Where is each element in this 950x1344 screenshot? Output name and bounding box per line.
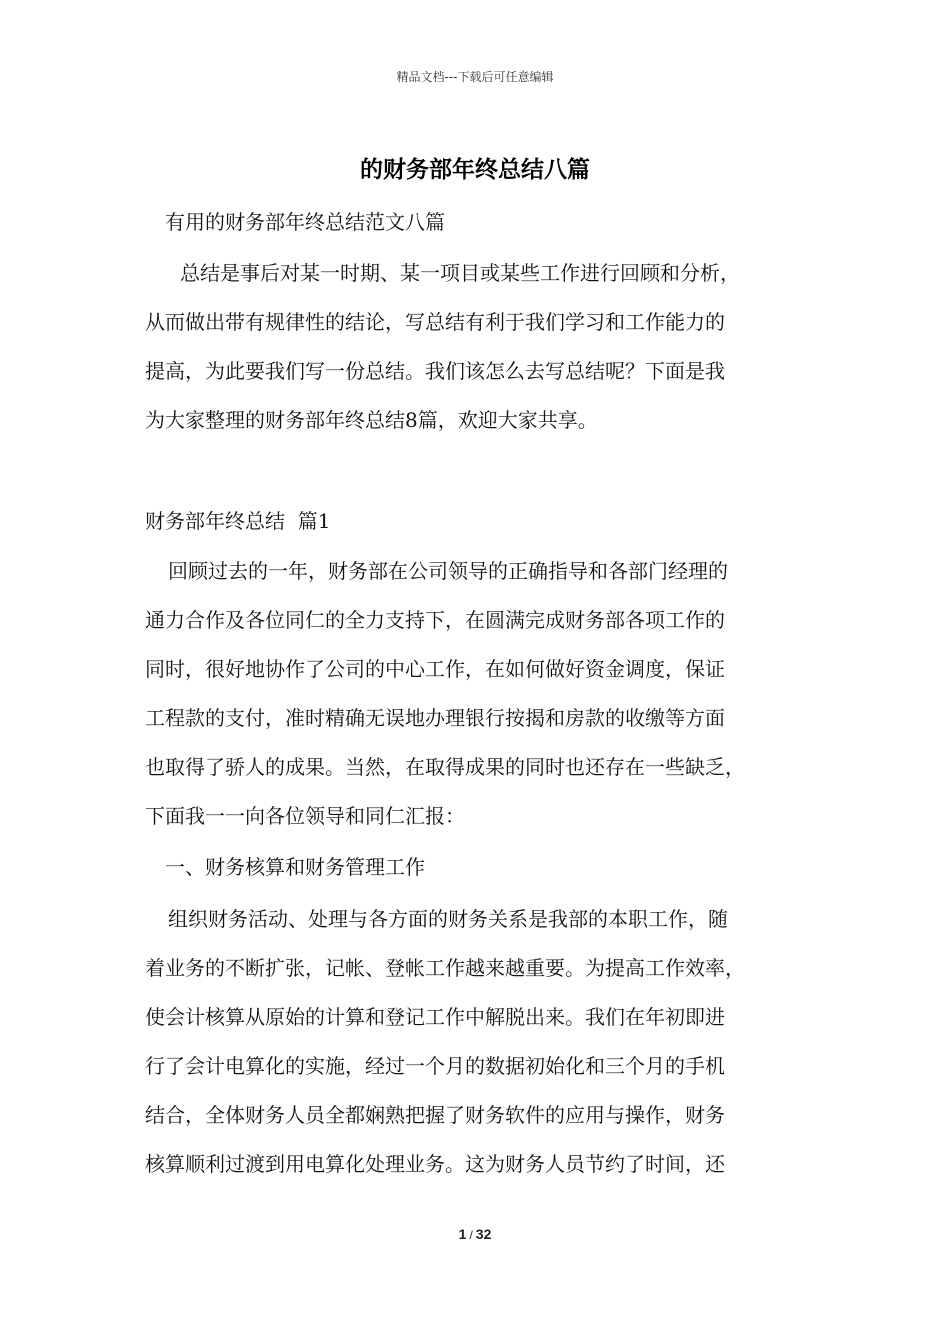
paragraph-line: 工程款的支付，准时精确无误地办理银行按揭和房款的收缴等方面 — [145, 706, 725, 730]
page-number — [0, 1226, 950, 1242]
page-header: 精品文档---下载后可任意编辑 — [396, 70, 554, 84]
document-title: 的财务部年终总结八篇 — [360, 156, 590, 183]
paragraph-line: 着业务的不断扩张，记帐、登帐工作越来越重要。为提高工作效率， — [145, 956, 745, 980]
paragraph-line: 从而做出带有规律性的结论，写总结有利于我们学习和工作能力的 — [145, 310, 725, 334]
current-page: 1 — [458, 1226, 467, 1242]
paragraph-line: 同时，很好地协作了公司的中心工作，在如何做好资金调度，保证 — [145, 657, 725, 681]
paragraph-line: 下面我一一向各位领导和同仁汇报： — [145, 804, 465, 828]
section-heading: 财务部年终总结 篇1 — [145, 509, 331, 533]
paragraph-line: 核算顺利过渡到用电算化处理业务。这为财务人员节约了时间，还 — [145, 1152, 725, 1176]
paragraph-line: 为大家整理的财务部年终总结8篇，欢迎大家共享。 — [145, 408, 598, 432]
paragraph-line: 组织财务活动、处理与各方面的财务关系是我部的本职工作，随 — [168, 907, 728, 931]
page-separator: / — [469, 1228, 473, 1242]
paragraph-line: 总结是事后对某一时期、某一项目或某些工作进行回顾和分析， — [180, 261, 740, 285]
total-pages: 32 — [475, 1226, 492, 1242]
paragraph-line: 通力合作及各位同仁的全力支持下，在圆满完成财务部各项工作的 — [145, 608, 725, 632]
paragraph-line: 使会计核算从原始的计算和登记工作中解脱出来。我们在年初即进 — [145, 1005, 725, 1029]
subsection-heading: 一、财务核算和财务管理工作 — [165, 855, 425, 879]
paragraph-line: 行了会计电算化的实施，经过一个月的数据初始化和三个月的手机 — [145, 1054, 725, 1078]
paragraph-line: 回顾过去的一年，财务部在公司领导的正确指导和各部门经理的 — [168, 559, 728, 583]
paragraph-line: 提高，为此要我们写一份总结。我们该怎么去写总结呢？下面是我 — [145, 359, 725, 383]
paragraph-line: 结合，全体财务人员全都娴熟把握了财务软件的应用与操作，财务 — [145, 1103, 725, 1127]
paragraph-line: 也取得了骄人的成果。当然，在取得成果的同时也还存在一些缺乏， — [145, 755, 745, 779]
document-subtitle: 有用的财务部年终总结范文八篇 — [165, 210, 445, 234]
